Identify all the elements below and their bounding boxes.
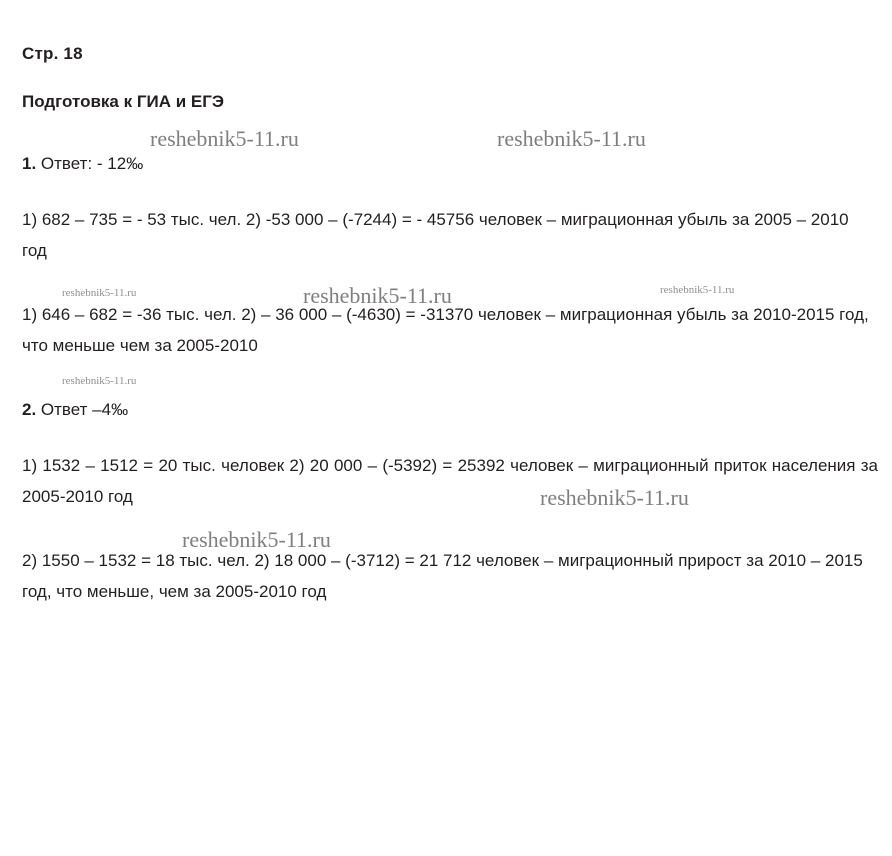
- answer-label-2: Ответ –4: [40, 399, 112, 419]
- page-reference: Стр. 18: [22, 44, 83, 63]
- spacer: [22, 527, 878, 545]
- watermark: reshebnik5-11.ru: [497, 126, 646, 151]
- spacer: [22, 281, 878, 299]
- spacer: [22, 376, 878, 400]
- watermark: reshebnik5-11.ru: [62, 287, 137, 299]
- solution-paragraph-2-2: 2) 1550 – 1532 = 18 тыс. чел. 2) 18 000 – (-3712) = 21 712 человек – миграционный прирост за 2010 – 2015 год, что меньше, чем за 2005-2010 год: [22, 550, 863, 602]
- watermark: reshebnik5-11.ru: [150, 126, 299, 151]
- answer-line-2: [22, 400, 878, 420]
- solution-paragraph-2-1: 1) 1532 – 1512 = 20 тыс. человек 2) 20 000 – (-5392) = 25392 человек – миграционный приток населения за 2005-2010 год: [22, 455, 878, 507]
- item-number-2: 2.: [22, 399, 37, 419]
- answer-label-1: Ответ: - 12: [40, 154, 127, 173]
- watermark: reshebnik5-11.ru: [182, 527, 331, 552]
- section-title: Подготовка к ГИА и ЕГЭ: [22, 92, 224, 111]
- permille-symbol-2: ‰: [111, 399, 129, 419]
- watermark: reshebnik5-11.ru: [540, 485, 689, 510]
- answer-line-1: [22, 154, 878, 174]
- solution-paragraph-1-2: 1) 646 – 682 = -36 тыс. чел. 2) – 36 000 – (-4630) = -31370 человек – миграционная убыль за 2010-2015 год, что меньше чем за 2005-2010: [22, 304, 869, 356]
- watermark: reshebnik5-11.ru: [303, 283, 452, 308]
- solution-paragraph-1-1: 1) 682 – 735 = - 53 тыс. чел. 2) -53 000 – (-7244) = - 45756 человек – миграционная убыль за 2005 – 2010 год: [22, 210, 849, 261]
- watermark: reshebnik5-11.ru: [62, 375, 137, 387]
- item-number-1: 1.: [22, 154, 37, 173]
- watermark: reshebnik5-11.ru: [660, 284, 735, 296]
- permille-symbol-1: ‰: [126, 154, 144, 173]
